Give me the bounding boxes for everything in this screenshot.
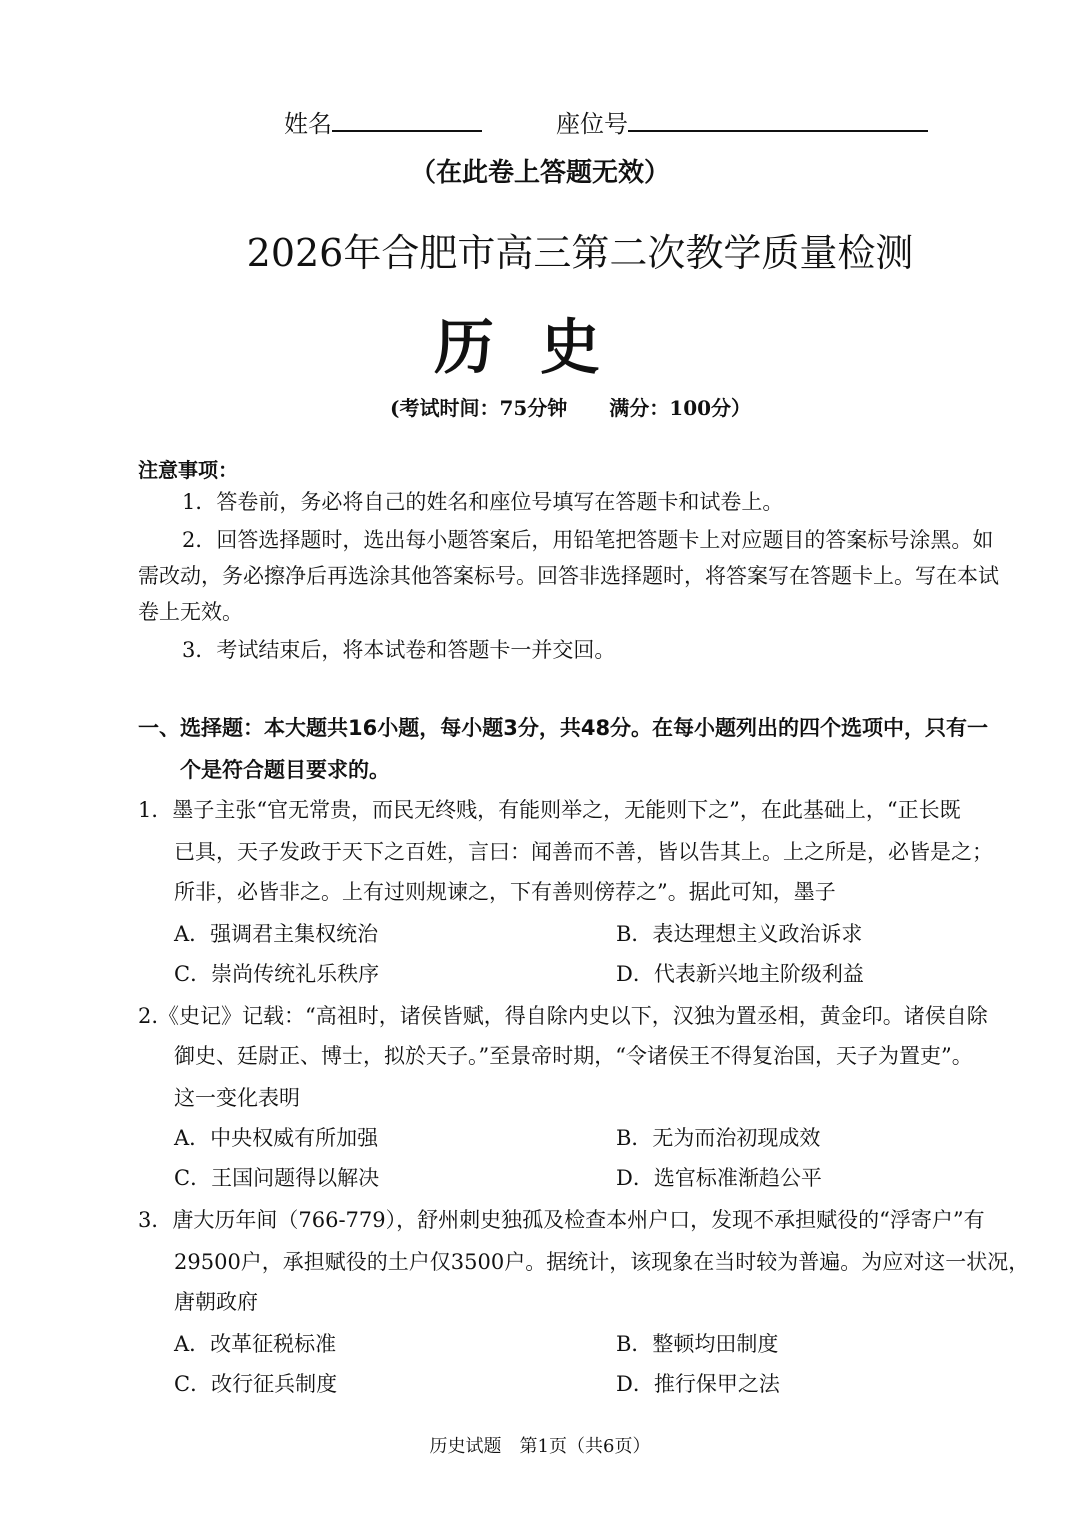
question-2-line: 2.《史记》记载：“高祖时，诸侯皆赋，得自除内史以下，汉独为置丞相，黄金印。诸侯自除 <box>138 1004 988 1028</box>
page-footer: 历史试题 第1页（共6页） <box>429 1436 651 1457</box>
seat-label: 座位号 <box>556 110 628 138</box>
time-info: (考试时间：75分钟 <box>390 396 568 420</box>
notice-line: 1．答卷前，务必将自己的姓名和座位号填写在答题卡和试卷上。 <box>182 490 784 514</box>
question-3-line: 唐朝政府 <box>174 1290 258 1314</box>
question-3-line: 3．唐大历年间（766-779），舒州刺史独孤及检查本州户口，发现不承担赋役的“浮寄户”有 <box>138 1208 985 1232</box>
notice-line: 2．回答选择题时，选出每小题答案后，用铅笔把答题卡上对应题目的答案标号涂黑。如 <box>182 528 994 552</box>
invalid-note: （在此卷上答题无效） <box>409 158 670 188</box>
notice-line: 卷上无效。 <box>138 600 243 624</box>
question-1-line: 1．墨子主张“官无常贵，而民无终贱，有能则举之，无能则下之”，在此基础上，“正长既 <box>138 798 961 822</box>
question-2-option-a[interactable]: A．中央权威有所加强 <box>174 1126 379 1150</box>
notice-heading: 注意事项： <box>138 458 238 482</box>
page-title: 2026年合肥市高三第二次教学质量检测 <box>246 231 914 275</box>
name-label: 姓名 <box>284 110 332 138</box>
seat-blank[interactable] <box>628 110 928 132</box>
question-3-option-c[interactable]: C．改行征兵制度 <box>174 1372 338 1396</box>
question-1-line: 所非，必皆非之。上有过则规谏之，下有善则傍荐之”。据此可知，墨子 <box>174 880 836 904</box>
question-3-option-a[interactable]: A．改革征税标准 <box>174 1332 337 1356</box>
name-seat-line <box>284 104 928 139</box>
subject-title: 历史 <box>434 313 646 383</box>
name-blank[interactable] <box>332 110 482 132</box>
question-1-option-c[interactable]: C．崇尚传统礼乐秩序 <box>174 962 380 986</box>
question-3-option-d[interactable]: D．推行保甲之法 <box>616 1372 780 1396</box>
question-1-option-a[interactable]: A．强调君主集权统治 <box>174 922 379 946</box>
question-2-line: 这一变化表明 <box>174 1086 300 1110</box>
section-heading: 一、选择题：本大题共16小题，每小题3分，共48分。在每小题列出的四个选项中，只有一 <box>138 716 989 740</box>
exam-time-line <box>390 392 751 421</box>
notice-line: 3．考试结束后，将本试卷和答题卡一并交回。 <box>182 638 616 662</box>
question-2-option-d[interactable]: D．选官标准渐趋公平 <box>616 1166 822 1190</box>
question-1-line: 已具，天子发政于天下之百姓，言曰：闻善而不善，皆以告其上。上之所是，必皆是之； <box>174 840 993 864</box>
question-3-line: 29500户，承担赋役的土户仅3500户。据统计，该现象在当时较为普遍。为应对这一状况， <box>174 1250 1030 1274</box>
score-info: 满分：100分） <box>609 396 752 420</box>
question-2-line: 御史、廷尉正、博士，拟於天子。”至景帝时期，“令诸侯王不得复治国，天子为置吏”。 <box>174 1044 973 1068</box>
question-1-option-d[interactable]: D．代表新兴地主阶级利益 <box>616 962 864 986</box>
question-3-option-b[interactable]: B．整顿均田制度 <box>616 1332 779 1356</box>
section-heading-cont: 个是符合题目要求的。 <box>180 758 390 782</box>
question-2-option-b[interactable]: B．无为而治初现成效 <box>616 1126 821 1150</box>
question-1-option-b[interactable]: B．表达理想主义政治诉求 <box>616 922 863 946</box>
question-2-option-c[interactable]: C．王国问题得以解决 <box>174 1166 380 1190</box>
notice-line: 需改动，务必擦净后再选涂其他答案标号。回答非选择题时，将答案写在答题卡上。写在本试 <box>138 564 999 588</box>
